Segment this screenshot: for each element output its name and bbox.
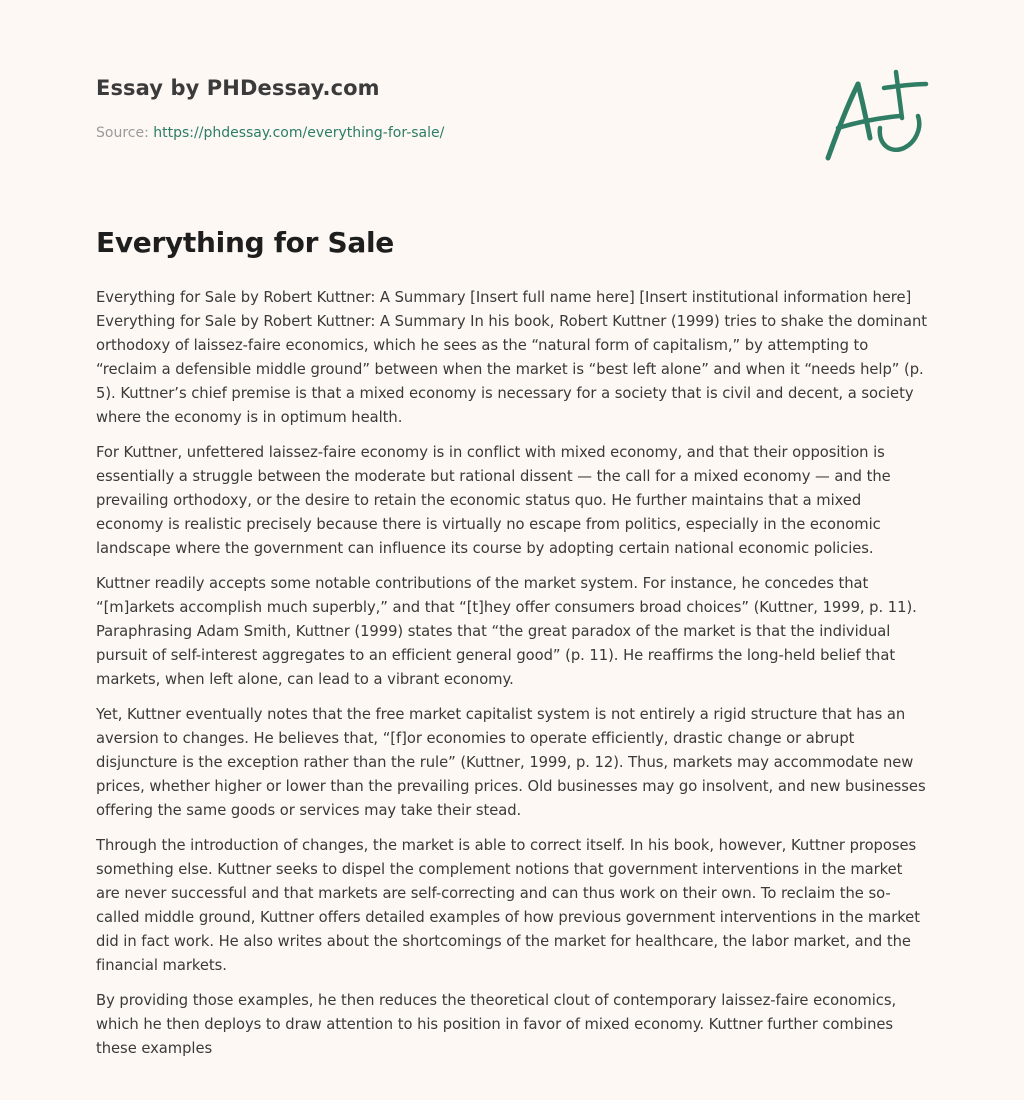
paragraph: For Kuttner, unfettered laissez-faire economy is in conflict with mixed economy, and that their opposition is essentially a struggle between the moderate but rational dissent — the call for a mixed economy — and the prevailing orthodoxy, or the desire to retain the economic status quo. He further maintains that a mixed economy is realistic precisely because there is virtually no escape from politics, especially in the economic landscape where the government can influence its course by adopting certain national economic policies. bbox=[96, 444, 891, 557]
paragraph: Through the introduction of changes, the market is able to correct itself. In his book, however, Kuttner proposes something else. Kuttner seeks to dispel the complement notions that government interventions in the market are never successful and that markets are self-correcting and can thus work on their own. To reclaim the so-called middle ground, Kuttner offers detailed examples of how previous government interventions in the market did in fact work. He also writes about the shortcomings of the market for healthcare, the labor market, and the financial markets. bbox=[96, 837, 920, 974]
a-plus-logo-icon bbox=[818, 66, 930, 166]
source-line bbox=[96, 125, 444, 141]
essay-title: Everything for Sale bbox=[96, 226, 394, 259]
paragraph: Everything for Sale by Robert Kuttner: A Summary [Insert full name here] [Insert institutional information here] Everything for Sale by Robert Kuttner: A Summary In his book, Robert Kuttner (1999) tries to shake the dominant orthodoxy of laissez-faire economics, which he sees as the “natural form of capitalism,” by attempting to “reclaim a defensible middle ground” between when the market is “best left alone” and when it “needs help” (p. 5). Kuttner’s chief premise is that a mixed economy is necessary for a society that is civil and decent, a society where the economy is in optimum health. bbox=[96, 289, 927, 426]
site-brand: Essay by PHDessay.com bbox=[96, 76, 380, 100]
paragraph: Kuttner readily accepts some notable contributions of the market system. For instance, he concedes that “[m]arkets accomplish much superbly,” and that “[t]hey offer consumers broad choices” (Kuttner, 1999, p. 11). Paraphrasing Adam Smith, Kuttner (1999) states that “the great paradox of the market is that the individual pursuit of self-interest aggregates to an efficient general good” (p. 11). He reaffirms the long-held belief that markets, when left alone, can lead to a vibrant economy. bbox=[96, 575, 917, 688]
source-link[interactable]: https://phdessay.com/everything-for-sale/ bbox=[153, 125, 445, 141]
essay-body bbox=[96, 286, 930, 1072]
source-label: Source: bbox=[96, 125, 154, 141]
paragraph: By providing those examples, he then reduces the theoretical clout of contemporary laissez-faire economics, which he then deploys to draw attention to his position in favor of mixed economy. Kuttner further combines these examples bbox=[96, 992, 897, 1057]
paragraph: Yet, Kuttner eventually notes that the free market capitalist system is not entirely a rigid structure that has an aversion to changes. He believes that, “[f]or economies to operate efficiently, drastic change or abrupt disjuncture is the exception rather than the rule” (Kuttner, 1999, p. 12). Thus, markets may accommodate new prices, whether higher or lower than the prevailing prices. Old businesses may go insolvent, and new businesses offering the same goods or services may take their stead. bbox=[96, 706, 926, 819]
